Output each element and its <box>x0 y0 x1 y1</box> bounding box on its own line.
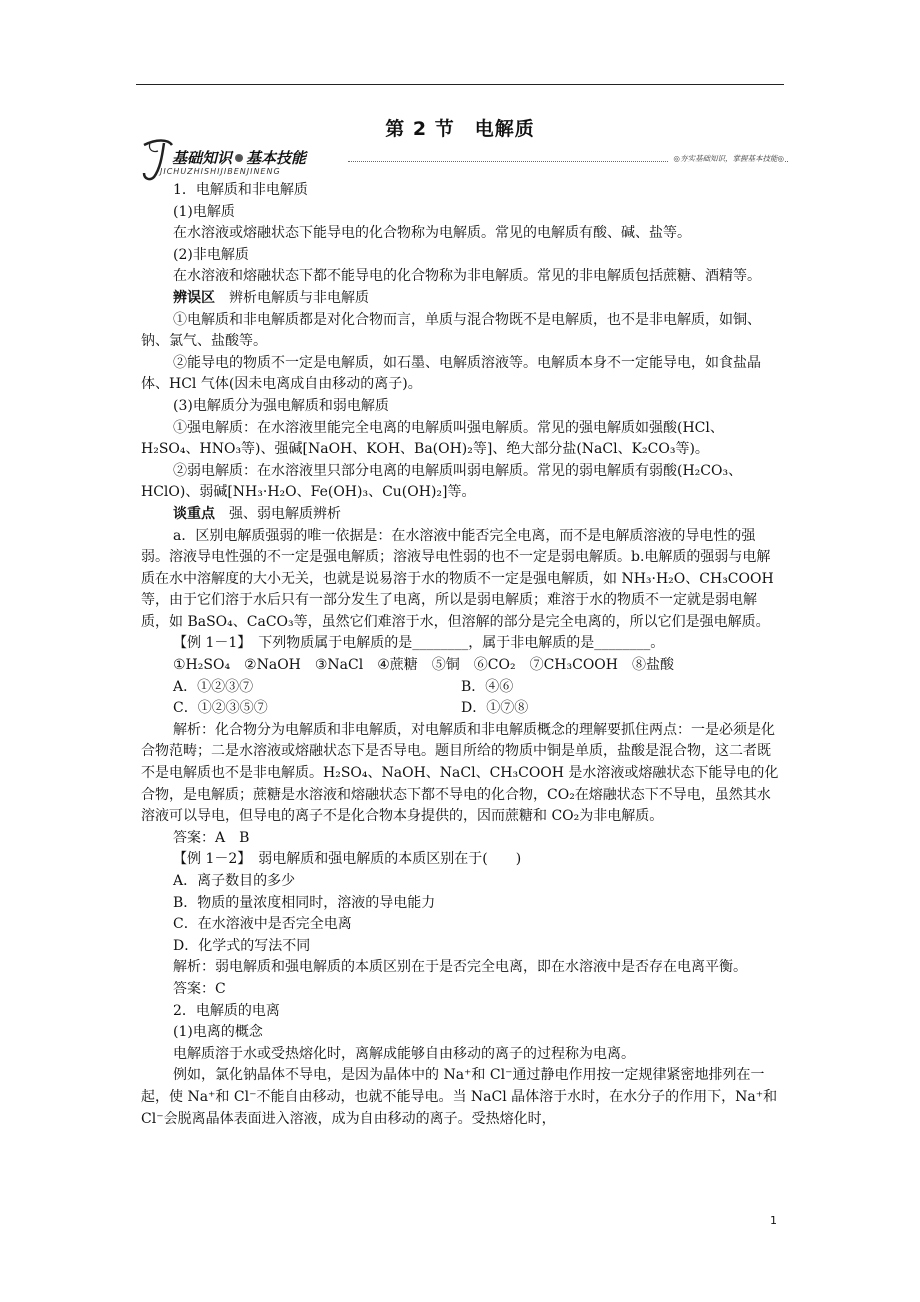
banner-slogan: ◎夯实基础知识，掌握基本技能◎ <box>669 153 784 164</box>
callout-heading <box>141 288 781 310</box>
paragraph: ②能导电的物质不一定是电解质，如石墨、电解质溶液等。电解质本身不一定能导电，如食盐晶体、HCl 气体(因未电离成自由移动的离子)。 <box>141 354 761 393</box>
answer-line: 答案：C <box>173 980 226 997</box>
banner-heading <box>172 147 306 168</box>
option-row <box>141 677 781 699</box>
paragraph: ②弱电解质：在水溶液里只部分电离的电解质叫弱电解质。常见的弱电解质有弱酸(H₂CO₃、HClO)、弱碱[NH₃·H₂O、Fe(OH)₃、Cu(OH)₂]等。 <box>141 462 743 501</box>
paragraph: a．区别电解质强弱的唯一依据是：在水溶液中能否完全电离，而不是电解质溶液的导电性的强弱。溶液导电性强的不一定是强电解质；溶液导电性弱的也不一定是弱电解质。b.电解质的强弱与电解质在水中溶解度的大小无关，也就是说易溶于水的物质不一定是强电解质，如 NH₃·H₂O、CH₃COOH 等，由于它们溶于水后只有一部分发生了电离，所以是弱电解质；难溶于水的物质不一定就是弱电解质，如 BaSO₄、CaCO₃等，虽然它们难溶于水，但溶解的部分是完全电离的，所以它们是强电解质。 <box>141 527 774 630</box>
subheading-electrolyte: (1)电解质 <box>173 203 235 220</box>
option-d: D．化学式的写法不同 <box>173 937 311 954</box>
banner-pinyin: JICHUZHISHIJIBENJINENG <box>160 167 281 176</box>
example-question: 【例 1－1】 下列物质属于电解质的是________，属于非电解质的是________。 <box>173 635 665 652</box>
section-heading-2: 2．电解质的电离 <box>173 1002 280 1019</box>
callout-label: 辨误区 <box>173 289 215 306</box>
option-c: C．在水溶液中是否完全电离 <box>173 916 352 933</box>
option-a: A．①②③⑦ <box>173 678 254 695</box>
page-number: 1 <box>770 1214 777 1227</box>
callout-label: 谈重点 <box>173 505 215 522</box>
paragraph: ①强电解质：在水溶液里能完全电离的电解质叫强电解质。常见的强电解质如强酸(HCl、H₂SO₄、HNO₃等)、强碱[NaOH、KOH、Ba(OH)₂等]、绝大部分盐(NaCl、K₂CO₃等)。 <box>141 419 724 458</box>
paragraph: 例如，氯化钠晶体不导电，是因为晶体中的 Na⁺和 Cl⁻通过静电作用按一定规律紧密地排列在一起，使 Na⁺和 Cl⁻不能自由移动，也就不能导电。当 NaCl 晶体溶于水时，在水分子的作用下，Na⁺和 Cl⁻会脱离晶体表面进入溶液，成为自由移动的离子。受热熔化时， <box>141 1067 778 1127</box>
banner-dot-icon <box>235 154 243 162</box>
example-question: 【例 1－2】 弱电解质和强电解质的本质区别在于( ) <box>173 851 522 868</box>
subheading-ionization: (1)电离的概念 <box>173 1024 263 1041</box>
paragraph: 在水溶液或熔融状态下能导电的化合物称为电解质。常见的电解质有酸、碱、盐等。 <box>173 225 691 242</box>
analysis-paragraph: 解析：弱电解质和强电解质的本质区别在于是否完全电离，即在水溶液中是否存在电离平衡。 <box>173 959 747 976</box>
paragraph: ①电解质和非电解质都是对化合物而言，单质与混合物既不是电解质，也不是非电解质，如铜、钠、氯气、盐酸等。 <box>141 311 761 350</box>
option-b: B．物质的量浓度相同时，溶液的导电能力 <box>173 894 436 911</box>
banner-heading-part-a: 基础知识 <box>172 149 233 167</box>
callout-title: 强、弱电解质辨析 <box>215 505 341 522</box>
option-row <box>141 698 781 720</box>
subheading-nonelectrolyte: (2)非电解质 <box>173 246 249 263</box>
banner-heading-part-b: 基本技能 <box>246 149 307 167</box>
option-d: D．①⑦⑧ <box>461 700 529 717</box>
paragraph: 电解质溶于水或受热熔化时，离解成能够自由移动的离子的过程称为电离。 <box>173 1045 635 1062</box>
callout-title: 辨析电解质与非电解质 <box>215 289 369 306</box>
callout-heading <box>141 504 781 526</box>
page-title: 第 2 节 电解质 <box>385 118 535 140</box>
option-c: C．①②③⑤⑦ <box>173 700 268 717</box>
subheading-strong-weak: (3)电解质分为强电解质和弱电解质 <box>173 397 389 414</box>
option-b: B．④⑥ <box>461 678 514 695</box>
example-items: ①H₂SO₄ ②NaOH ③NaCl ④蔗糖 ⑤铜 ⑥CO₂ ⑦CH₃COOH ⑧盐酸 <box>173 657 674 674</box>
option-a: A．离子数目的多少 <box>173 873 296 889</box>
header-rule <box>136 84 784 85</box>
answer-line: 答案：A B <box>173 829 250 846</box>
paragraph: 在水溶液和熔融状态下都不能导电的化合物称为非电解质。常见的非电解质包括蔗糖、酒精等。 <box>173 268 761 285</box>
analysis-paragraph: 解析：化合物分为电解质和非电解质，对电解质和非电解质概念的理解要抓住两点：一是必须是化合物范畴；二是水溶液或熔融状态下是否导电。题目所给的物质中铜是单质，盐酸是混合物，这二者既不是电解质也不是非电解质。H₂SO₄、NaOH、NaCl、CH₃COOH 是水溶液或熔融状态下能导电的化合物，是电解质；蔗糖是水溶液和熔融状态下都不导电的化合物，CO₂在熔融状态下不导电，虽然其水溶液可以导电，但导电的离子不是化合物本身提供的，因而蔗糖和 CO₂为非电解质。 <box>141 721 779 825</box>
section-heading-1: 1．电解质和非电解质 <box>173 182 308 198</box>
main-text <box>141 180 781 1130</box>
